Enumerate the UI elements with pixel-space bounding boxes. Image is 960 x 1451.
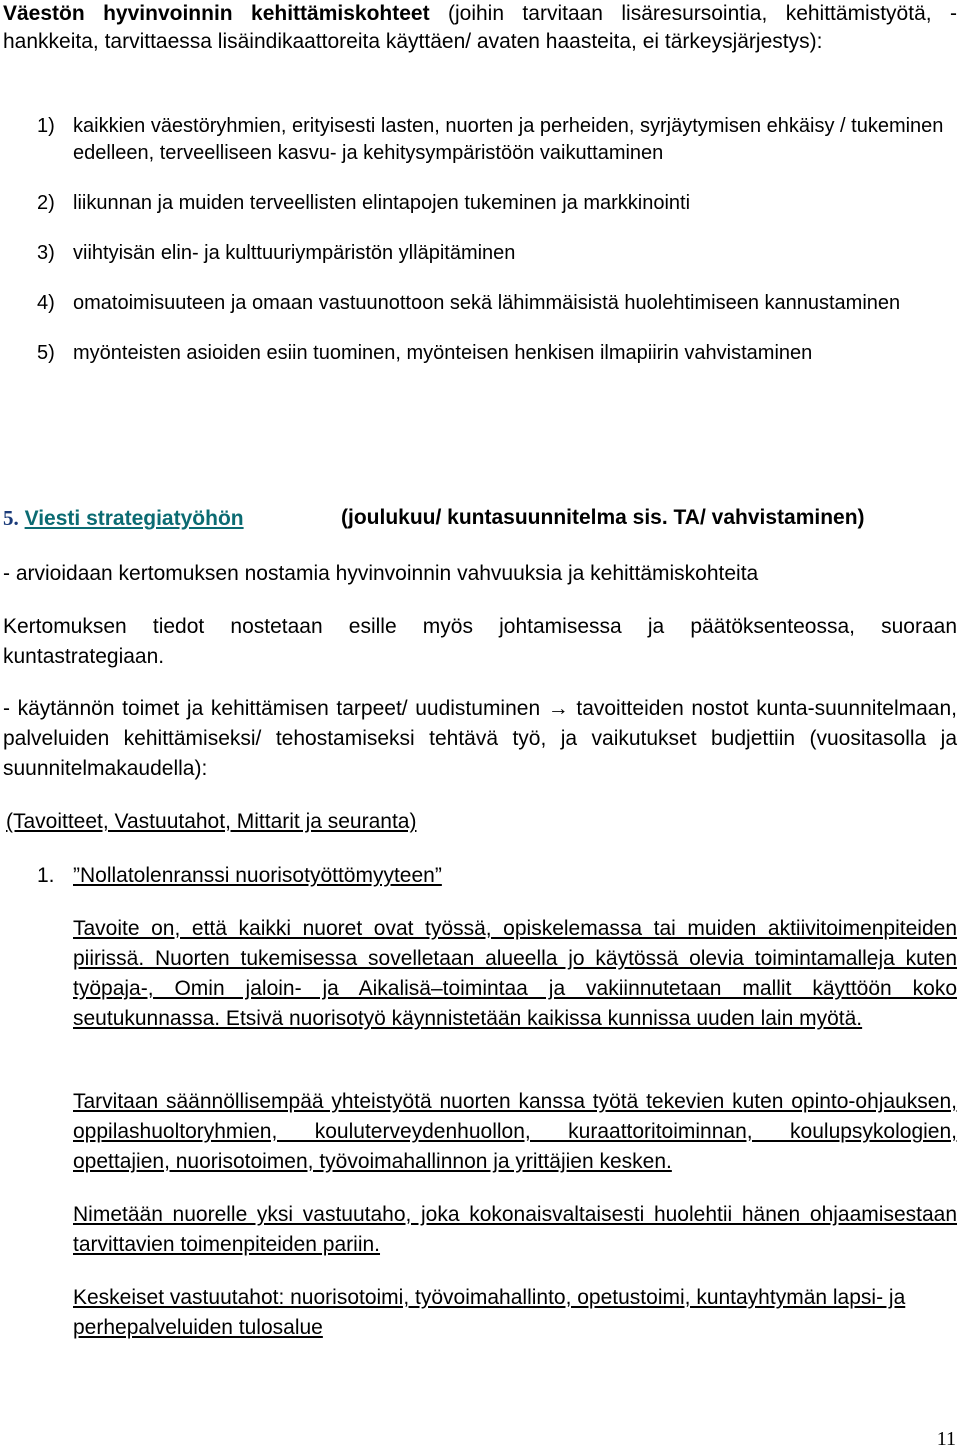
goal-paragraph: Tavoite on, että kaikki nuoret ovat työssä, opiskelemassa tai muiden aktiivitoimenpiteiden piirissä. Nuorten tukemisessa sovelletaan alueella jo käytössä olevia toimintamalleja kuten työpaja-, Omin jaloin- ja Aikalisä–toimintaa ja vakiinnutetaan mallit käyttöön koko seutukunnassa. Etsivä nuorisotyö käynnistetään kaikissa kunnissa uuden lain myötä. [73, 917, 957, 1030]
priority-list [0, 113, 957, 390]
goal-paragraph: Tarvitaan säännöllisempää yhteistyötä nuorten kanssa työtä tekevien kuten opinto-ohjauksen, oppilashuoltoryhmien, kouluterveydenhuollon, kuraattoritoiminnan, koulupsykologien, opettajien, nuorisotoimen, työvoimahallinnon ja yrittäjien kesken. [73, 1090, 957, 1173]
intro-lead: Väestön hyvinvoinnin kehittämiskohteet [3, 2, 430, 25]
list-item-text: omatoimisuuteen ja omaan vastuunottoon sekä lähimmäisistä huolehtimiseen kannustaminen [73, 292, 901, 314]
goal-item-title: ”Nollatolenranssi nuorisotyöttömyyteen” [73, 864, 442, 887]
section-heading [3, 504, 957, 533]
list-item-number: 1) [37, 115, 55, 137]
list-item [0, 340, 957, 367]
list-item-text: viihtyisän elin- ja kulttuuriympäristön ylläpitäminen [73, 242, 516, 264]
goal-item-heading [37, 862, 442, 890]
intro-paragraph [3, 0, 957, 56]
list-item-number: 5) [37, 342, 55, 364]
paragraph-assessment: - arvioidaan kertomuksen nostamia hyvinvoinnin vahvuuksia ja kehittämiskohteita [3, 562, 759, 585]
list-item-text: kaikkien väestöryhmien, erityisesti lasten, nuorten ja perheiden, syrjäytymisen ehkäisy / tukeminen edelleen, terveelliseen kasvu- ja kehitysympäristöön vaikuttaminen [73, 115, 944, 164]
goal-item-number: 1. [37, 864, 55, 887]
list-item-number: 3) [37, 242, 55, 264]
section-number: 5. [3, 506, 19, 530]
paragraph-headings: (Tavoitteet, Vastuutahot, Mittarit ja seuranta) [6, 810, 417, 833]
list-item-number: 4) [37, 292, 55, 314]
list-item-number: 2) [37, 192, 55, 214]
goal-paragraph: Keskeiset vastuutahot: nuorisotoimi, työvoimahallinto, opetustoimi, kuntayhtymän lapsi- ja perhepalveluiden tulosalue [73, 1286, 906, 1339]
list-item-text: myönteisten asioiden esiin tuominen, myönteisen henkisen ilmapiirin vahvistaminen [73, 342, 813, 364]
list-item [0, 113, 957, 167]
list-item [0, 240, 957, 267]
goal-paragraph: Nimetään nuorelle yksi vastuutaho, joka kokonaisvaltaisesti huolehtii hänen ohjaamisestaan tarvittavien toimenpiteiden pariin. [73, 1203, 957, 1256]
section-note: (joulukuu/ kuntasuunnitelma sis. TA/ vahvistaminen) [341, 506, 865, 529]
paragraph-strategy: Kertomuksen tiedot nostetaan esille myös johtamisessa ja päätöksenteossa, suoraan kuntastrategiaan. [3, 615, 957, 668]
paragraph-actions: - käytännön toimet ja kehittämisen tarpeet/ uudistuminen → tavoitteiden nostot kunta-suunnitelmaan, palveluiden kehittämiseksi/ tehostamiseksi tehtävä työ, ja vaikutukset budjettiin (vuositasolla ja suunnitelmakaudella): [3, 697, 957, 780]
list-item [0, 290, 957, 317]
intro-rest: (joihin tarvitaan lisäresursointia, kehittämistyötä, -hankkeita, tarvittaessa lisäindikaattoreita käyttäen/ avaten haasteita, ei tärkeysjärjestys): [3, 2, 957, 53]
section-title-link[interactable]: Viesti strategiatyöhön [24, 507, 244, 530]
list-item [0, 190, 957, 217]
list-item-text: liikunnan ja muiden terveellisten elintapojen tukeminen ja markkinointi [73, 192, 691, 214]
page-number: 11 [936, 1428, 956, 1450]
